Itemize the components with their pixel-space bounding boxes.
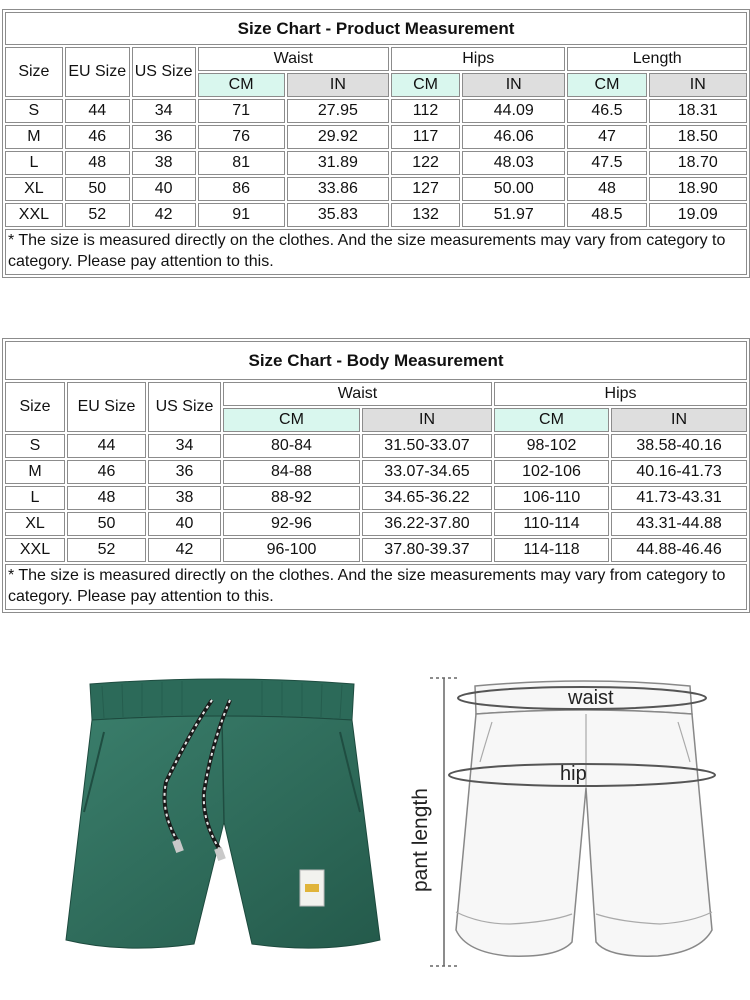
table-cell: 76 [198,125,285,149]
header-hips-cm: CM [494,408,609,432]
table-row [5,177,747,201]
body-chart-note: * The size is measured directly on the clothes. And the size measurements may vary from category to category. Please pay attention to this. [5,564,747,610]
table-cell: S [5,434,65,458]
table-cell: 80-84 [223,434,360,458]
table-row [5,460,747,484]
table-cell: 84-88 [223,460,360,484]
pant-length-label: pant length [409,788,432,892]
header-length-in: IN [649,73,747,97]
table-cell: 86 [198,177,285,201]
table-cell: 36 [132,125,196,149]
table-cell: 117 [391,125,460,149]
table-cell: 42 [148,538,221,562]
table-cell: 51.97 [462,203,565,227]
table-cell: 114-118 [494,538,609,562]
header-hips-in: IN [611,408,747,432]
product-chart-title: Size Chart - Product Measurement [5,12,747,45]
table-cell: 50 [65,177,130,201]
body-chart-title: Size Chart - Body Measurement [5,341,747,380]
table-cell: XL [5,177,63,201]
table-cell: 122 [391,151,460,175]
table-row [5,151,747,175]
table-row [5,125,747,149]
table-cell: 52 [67,538,146,562]
table-cell: 34 [148,434,221,458]
table-cell: M [5,460,65,484]
table-cell: 40 [132,177,196,201]
table-cell: 40.16-41.73 [611,460,747,484]
table-cell: 31.50-33.07 [362,434,492,458]
table-cell: 48.03 [462,151,565,175]
table-cell: 34.65-36.22 [362,486,492,510]
table-cell: 42 [132,203,196,227]
table-cell: 18.31 [649,99,747,123]
header-us-size: US Size [148,382,221,432]
table-cell: 46 [67,460,146,484]
table-row [5,486,747,510]
table-cell: 35.83 [287,203,389,227]
table-cell: 48 [67,486,146,510]
table-cell: 19.09 [649,203,747,227]
table-cell: 127 [391,177,460,201]
table-cell: 110-114 [494,512,609,536]
table-cell: L [5,486,65,510]
table-cell: 44.09 [462,99,565,123]
table-cell: 29.92 [287,125,389,149]
header-size: Size [5,382,65,432]
table-cell: 38 [132,151,196,175]
table-row [5,538,747,562]
table-cell: 27.95 [287,99,389,123]
header-eu-size: EU Size [65,47,130,97]
table-cell: 18.90 [649,177,747,201]
product-size-chart [2,9,750,278]
table-cell: 33.07-34.65 [362,460,492,484]
header-waist: Waist [198,47,390,71]
header-length-cm: CM [567,73,646,97]
table-cell: 112 [391,99,460,123]
table-cell: 46.06 [462,125,565,149]
table-cell: 91 [198,203,285,227]
table-cell: XXL [5,203,63,227]
table-cell: 106-110 [494,486,609,510]
table-cell: 38.58-40.16 [611,434,747,458]
table-cell: 44 [65,99,130,123]
header-size: Size [5,47,63,97]
table-cell: M [5,125,63,149]
header-waist-in: IN [362,408,492,432]
table-row [5,203,747,227]
header-hips: Hips [494,382,747,406]
table-cell: 46.5 [567,99,646,123]
table-cell: 18.50 [649,125,747,149]
table-cell: 44.88-46.46 [611,538,747,562]
table-cell: 88-92 [223,486,360,510]
table-cell: 50.00 [462,177,565,201]
table-cell: 71 [198,99,285,123]
table-cell: 44 [67,434,146,458]
table-cell: 33.86 [287,177,389,201]
table-cell: 50 [67,512,146,536]
table-cell: S [5,99,63,123]
table-cell: 37.80-39.37 [362,538,492,562]
header-hips: Hips [391,47,565,71]
table-row [5,512,747,536]
product-chart-note: * The size is measured directly on the clothes. And the size measurements may vary from category to category. Please pay attention to this. [5,229,747,275]
body-size-chart [2,338,750,613]
table-cell: 38 [148,486,221,510]
table-cell: 31.89 [287,151,389,175]
waist-label: waist [568,687,614,709]
table-cell: 36 [148,460,221,484]
header-hips-cm: CM [391,73,460,97]
table-cell: 98-102 [494,434,609,458]
table-row [5,434,747,458]
table-cell: 52 [65,203,130,227]
table-cell: 48.5 [567,203,646,227]
hip-label: hip [560,763,587,785]
table-cell: L [5,151,63,175]
header-waist-in: IN [287,73,389,97]
table-cell: 96-100 [223,538,360,562]
header-length: Length [567,47,747,71]
table-cell: 18.70 [649,151,747,175]
table-cell: 34 [132,99,196,123]
table-cell: XXL [5,538,65,562]
table-cell: 41.73-43.31 [611,486,747,510]
table-cell: XL [5,512,65,536]
header-us-size: US Size [132,47,196,97]
table-cell: 81 [198,151,285,175]
table-cell: 36.22-37.80 [362,512,492,536]
table-cell: 40 [148,512,221,536]
table-cell: 92-96 [223,512,360,536]
shorts-product-photo [62,672,382,972]
table-cell: 43.31-44.88 [611,512,747,536]
header-eu-size: EU Size [67,382,146,432]
table-cell: 102-106 [494,460,609,484]
header-hips-in: IN [462,73,565,97]
header-waist-cm: CM [223,408,360,432]
header-waist: Waist [223,382,492,406]
table-row [5,99,747,123]
table-cell: 132 [391,203,460,227]
table-cell: 48 [567,177,646,201]
measurement-diagram [400,668,740,973]
header-waist-cm: CM [198,73,285,97]
table-cell: 46 [65,125,130,149]
table-cell: 47 [567,125,646,149]
table-cell: 48 [65,151,130,175]
table-cell: 47.5 [567,151,646,175]
